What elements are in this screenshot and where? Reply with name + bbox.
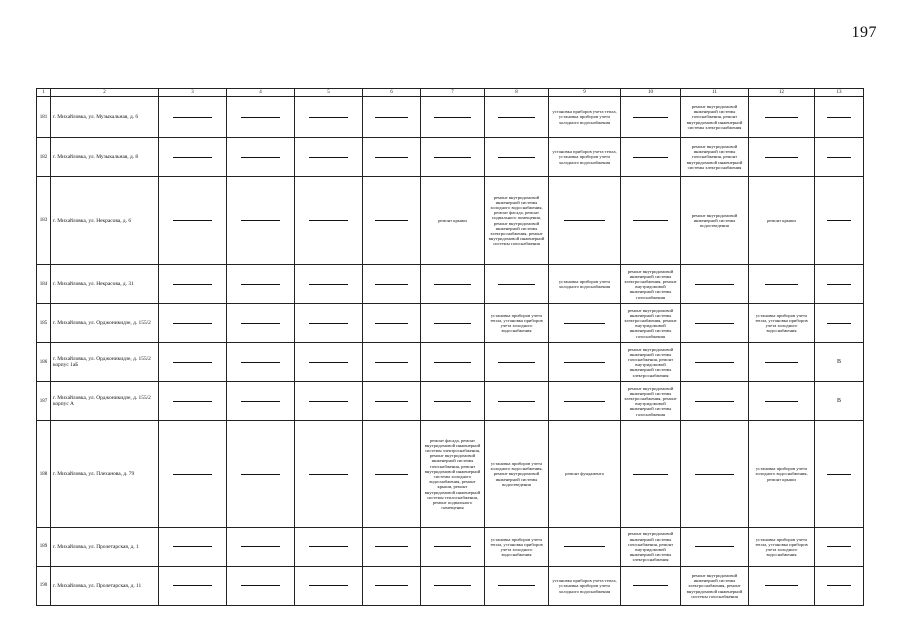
empty-dash-cell [485, 566, 549, 605]
work-description-cell: ремонт внутридомовой инженерной системы электроснабжения, ремонт внутридомовой инженерной системы газоснабжения [621, 304, 681, 343]
empty-dash-cell [681, 265, 749, 304]
empty-dash-cell [363, 304, 421, 343]
dash-mark [765, 117, 798, 118]
empty-dash-cell [227, 97, 295, 138]
dash-mark [173, 284, 212, 285]
column-number-header: 9 [549, 89, 621, 97]
empty-dash-cell [815, 304, 864, 343]
empty-dash-cell [421, 138, 485, 177]
housing-works-table [36, 88, 864, 606]
dash-mark [633, 220, 667, 221]
dash-mark [765, 157, 798, 158]
empty-dash-cell [295, 527, 363, 566]
empty-dash-cell [485, 138, 549, 177]
empty-dash-cell [227, 177, 295, 265]
table-row [37, 304, 864, 343]
row-number-cell: 183 [37, 177, 51, 265]
empty-dash-cell [159, 177, 227, 265]
dash-mark [375, 585, 408, 586]
dash-mark [827, 117, 851, 118]
work-description-cell: установка приборов учета тепла, установка приборов учета холодного водоснабжения [549, 566, 621, 605]
dash-mark [309, 474, 348, 475]
column-number-header: 10 [621, 89, 681, 97]
empty-dash-cell [227, 566, 295, 605]
dash-mark [827, 546, 851, 547]
address-cell: г. Михайловка, ул. Орджоникидзе, д. 155/2 корпус 1аБ [51, 343, 159, 382]
empty-dash-cell [227, 382, 295, 421]
empty-dash-cell [159, 304, 227, 343]
dash-mark [498, 157, 535, 158]
empty-dash-cell [421, 265, 485, 304]
address-cell: г. Михайловка, ул. Плеханова, д. 79 [51, 421, 159, 528]
dash-mark [564, 323, 606, 324]
work-description-cell: ремонт внутридомовой инженерной системы холодного водоснабжения, ремонт фасада, ремонт подвального помещения, ремонт внутридомовой инженерной системы электроснабжения, ремонт внутридомовой инженерной системы газоснабжения [485, 177, 549, 265]
address-cell: г. Михайловка, ул. Орджоникидзе, д. 155/2 корпус А [51, 382, 159, 421]
work-description-cell: ремонт крыши [421, 177, 485, 265]
dash-mark [241, 220, 280, 221]
work-description-cell: ремонт внутридомовой инженерной системы газоснабжения, ремонт внутридомовой инженерной системы электроснабжения [621, 343, 681, 382]
dash-mark [434, 401, 471, 402]
empty-dash-cell [621, 421, 681, 528]
empty-dash-cell [295, 97, 363, 138]
dash-mark [564, 401, 606, 402]
work-description-cell: ремонт внутридомовой инженерной системы водоотведения [681, 177, 749, 265]
empty-dash-cell [227, 138, 295, 177]
empty-dash-cell [159, 265, 227, 304]
work-description-cell: ремонт внутридомовой инженерной системы газоснабжения, ремонт внутридомовой инженерной системы электроснабжения [681, 97, 749, 138]
empty-dash-cell [421, 304, 485, 343]
dash-mark [695, 401, 734, 402]
work-description-cell: ремонт внутридомовой инженерной системы газоснабжения, ремонт внутридомовой инженерной системы электроснабжения [621, 527, 681, 566]
work-description-cell: ремонт внутридомовой инженерной системы электроснабжения, ремонт внутридомовой инженерной системы газоснабжения [621, 382, 681, 421]
dash-mark [564, 546, 606, 547]
empty-dash-cell [815, 566, 864, 605]
dash-mark [765, 401, 798, 402]
address-cell: г. Михайловка, ул. Музыкальная, д. 6 [51, 97, 159, 138]
row-number-cell: 187 [37, 382, 51, 421]
row-number-cell: 185 [37, 304, 51, 343]
work-description-cell: ремонт внутридомовой инженерной системы электроснабжения, ремонт внутридомовой инженерной системы газоснабжения [621, 265, 681, 304]
dash-mark [309, 284, 348, 285]
page-number: 197 [851, 24, 877, 41]
dash-mark [241, 157, 280, 158]
empty-dash-cell [549, 527, 621, 566]
empty-dash-cell [749, 382, 815, 421]
table-row [37, 343, 864, 382]
dash-mark [434, 117, 471, 118]
row-number-cell: 181 [37, 97, 51, 138]
dash-mark [564, 362, 606, 363]
column-number-header: 5 [295, 89, 363, 97]
dash-mark [173, 362, 212, 363]
dash-mark [498, 117, 535, 118]
row-number-cell: 189 [37, 527, 51, 566]
dash-mark [434, 585, 471, 586]
work-description-cell: ремонт фундамента [549, 421, 621, 528]
dash-mark [173, 401, 212, 402]
empty-dash-cell [681, 421, 749, 528]
dash-mark [309, 401, 348, 402]
empty-dash-cell [159, 421, 227, 528]
address-cell: г. Михайловка, ул. Некрасова, д. 31 [51, 265, 159, 304]
table-row [37, 177, 864, 265]
dash-mark [695, 474, 734, 475]
empty-dash-cell [363, 343, 421, 382]
dash-mark [498, 585, 535, 586]
dash-mark [695, 546, 734, 547]
empty-dash-cell [749, 566, 815, 605]
dash-mark [564, 220, 606, 221]
address-cell: г. Михайловка, ул. Некрасова, д. 6 [51, 177, 159, 265]
empty-dash-cell [227, 343, 295, 382]
table-row [37, 421, 864, 528]
empty-dash-cell [363, 265, 421, 304]
dash-mark [309, 117, 348, 118]
empty-dash-cell [421, 97, 485, 138]
empty-dash-cell [485, 265, 549, 304]
empty-dash-cell [681, 527, 749, 566]
dash-mark [375, 284, 408, 285]
column-number-header: 1 [37, 89, 51, 97]
empty-dash-cell [621, 97, 681, 138]
empty-dash-cell [621, 566, 681, 605]
dash-mark [434, 284, 471, 285]
empty-dash-cell [421, 527, 485, 566]
empty-dash-cell [815, 97, 864, 138]
empty-dash-cell [295, 304, 363, 343]
empty-dash-cell [363, 566, 421, 605]
dash-mark [375, 546, 408, 547]
address-cell: г. Михайловка, ул. Музыкальная, д. 8 [51, 138, 159, 177]
dash-mark [765, 585, 798, 586]
empty-dash-cell [815, 421, 864, 528]
work-description-cell: установка приборов учета тепла, установка приборов учета холодного водоснабжения [485, 527, 549, 566]
column-number-header: 11 [681, 89, 749, 97]
dash-mark [173, 220, 212, 221]
empty-dash-cell [749, 138, 815, 177]
dash-mark [827, 284, 851, 285]
table-row [37, 265, 864, 304]
dash-mark [375, 117, 408, 118]
dash-mark [827, 474, 851, 475]
row-number-cell: 188 [37, 421, 51, 528]
work-description-cell: ремонт внутридомовой инженерной системы газоснабжения, ремонт внутридомовой инженерной системы электроснабжения [681, 138, 749, 177]
dash-mark [241, 117, 280, 118]
empty-dash-cell [421, 343, 485, 382]
empty-dash-cell [363, 97, 421, 138]
work-description-cell: установка приборов учета холодного водоснабжения, ремонт внутридомовой инженерной системы водоотведения [485, 421, 549, 528]
work-description-cell: установка приборов учета тепла, установка приборов учета холодного водоснабжения [749, 527, 815, 566]
row-number-cell: 182 [37, 138, 51, 177]
empty-dash-cell [295, 421, 363, 528]
empty-dash-cell [295, 382, 363, 421]
empty-dash-cell [363, 421, 421, 528]
dash-mark [173, 117, 212, 118]
empty-dash-cell [295, 177, 363, 265]
dash-mark [173, 546, 212, 547]
empty-dash-cell [421, 382, 485, 421]
dash-mark [309, 157, 348, 158]
empty-dash-cell [159, 97, 227, 138]
dash-mark [375, 220, 408, 221]
empty-dash-cell [159, 138, 227, 177]
dash-mark [695, 362, 734, 363]
dash-mark [434, 157, 471, 158]
dash-mark [173, 157, 212, 158]
empty-dash-cell [621, 177, 681, 265]
dash-mark [309, 546, 348, 547]
empty-dash-cell [485, 382, 549, 421]
dash-mark [173, 585, 212, 586]
empty-dash-cell [749, 97, 815, 138]
dash-mark [695, 284, 734, 285]
mark-cell: В [815, 343, 864, 382]
row-number-cell: 184 [37, 265, 51, 304]
dash-mark [375, 362, 408, 363]
dash-mark [434, 546, 471, 547]
table-row [37, 566, 864, 605]
dash-mark [241, 474, 280, 475]
empty-dash-cell [549, 304, 621, 343]
dash-mark [765, 362, 798, 363]
dash-mark [375, 157, 408, 158]
work-description-cell: установка приборов учета холодного водоснабжения, ремонт крыши [749, 421, 815, 528]
dash-mark [309, 220, 348, 221]
dash-mark [827, 220, 851, 221]
empty-dash-cell [295, 343, 363, 382]
empty-dash-cell [421, 566, 485, 605]
empty-dash-cell [363, 527, 421, 566]
table-row [37, 382, 864, 421]
work-description-cell: ремонт фасада, ремонт внутридомовой инженерной системы электроснабжения, ремонт внутридомовой инженерной системы газоснабжения, ремонт внутридомовой инженерной системы холодного водоснабжения, ремонт крыши, ремонт внутридомовой инженерной системы теплоснабжения, ремонт подвального помещения [421, 421, 485, 528]
row-number-cell: 186 [37, 343, 51, 382]
empty-dash-cell [159, 566, 227, 605]
empty-dash-cell [681, 382, 749, 421]
empty-dash-cell [159, 382, 227, 421]
dash-mark [498, 401, 535, 402]
column-number-row [37, 89, 864, 97]
address-cell: г. Михайловка, ул. Пролетарская, д. 11 [51, 566, 159, 605]
empty-dash-cell [227, 265, 295, 304]
empty-dash-cell [749, 343, 815, 382]
empty-dash-cell [621, 138, 681, 177]
dash-mark [633, 157, 667, 158]
dash-mark [827, 585, 851, 586]
empty-dash-cell [815, 265, 864, 304]
column-number-header: 2 [51, 89, 159, 97]
dash-mark [827, 157, 851, 158]
empty-dash-cell [815, 138, 864, 177]
empty-dash-cell [363, 382, 421, 421]
dash-mark [241, 585, 280, 586]
column-number-header: 8 [485, 89, 549, 97]
table-row [37, 527, 864, 566]
dash-mark [375, 474, 408, 475]
empty-dash-cell [363, 177, 421, 265]
empty-dash-cell [485, 343, 549, 382]
empty-dash-cell [159, 527, 227, 566]
dash-mark [309, 362, 348, 363]
dash-mark [173, 323, 212, 324]
dash-mark [633, 585, 667, 586]
empty-dash-cell [227, 304, 295, 343]
work-description-cell: установка приборов учета холодного водоснабжения [549, 265, 621, 304]
dash-mark [633, 474, 667, 475]
dash-mark [633, 117, 667, 118]
dash-mark [309, 323, 348, 324]
row-number-cell: 190 [37, 566, 51, 605]
dash-mark [309, 585, 348, 586]
empty-dash-cell [295, 265, 363, 304]
dash-mark [375, 401, 408, 402]
empty-dash-cell [681, 304, 749, 343]
work-description-cell: ремонт внутридомовой инженерной системы электроснабжения, ремонт внутридомовой инженерной системы газоснабжения [681, 566, 749, 605]
dash-mark [434, 323, 471, 324]
work-description-cell: установка приборов учета тепла, установка приборов учета холодного водоснабжения [549, 138, 621, 177]
empty-dash-cell [549, 177, 621, 265]
empty-dash-cell [363, 138, 421, 177]
dash-mark [695, 323, 734, 324]
dash-mark [241, 401, 280, 402]
empty-dash-cell [815, 177, 864, 265]
column-number-header: 12 [749, 89, 815, 97]
column-number-header: 6 [363, 89, 421, 97]
empty-dash-cell [159, 343, 227, 382]
dash-mark [827, 323, 851, 324]
dash-mark [434, 362, 471, 363]
table-row [37, 138, 864, 177]
dash-mark [765, 284, 798, 285]
dash-mark [241, 546, 280, 547]
dash-mark [241, 323, 280, 324]
empty-dash-cell [749, 265, 815, 304]
dash-mark [498, 284, 535, 285]
column-number-header: 7 [421, 89, 485, 97]
empty-dash-cell [295, 138, 363, 177]
empty-dash-cell [549, 343, 621, 382]
work-description-cell: установка приборов учета тепла, установка приборов учета холодного водоснабжения [749, 304, 815, 343]
empty-dash-cell [227, 527, 295, 566]
table-row [37, 97, 864, 138]
empty-dash-cell [295, 566, 363, 605]
mark-cell: В [815, 382, 864, 421]
column-number-header: 13 [815, 89, 864, 97]
empty-dash-cell [549, 382, 621, 421]
dash-mark [173, 474, 212, 475]
dash-mark [375, 323, 408, 324]
work-description-cell: ремонт крыши [749, 177, 815, 265]
column-number-header: 4 [227, 89, 295, 97]
dash-mark [498, 362, 535, 363]
column-number-header: 3 [159, 89, 227, 97]
address-cell: г. Михайловка, ул. Пролетарская, д. 1 [51, 527, 159, 566]
empty-dash-cell [681, 343, 749, 382]
dash-mark [241, 284, 280, 285]
empty-dash-cell [815, 527, 864, 566]
empty-dash-cell [227, 421, 295, 528]
address-cell: г. Михайловка, ул. Орджоникидзе, д. 155/2 [51, 304, 159, 343]
dash-mark [241, 362, 280, 363]
work-description-cell: установка приборов учета тепла, установка приборов учета холодного водоснабжения [549, 97, 621, 138]
work-description-cell: установка приборов учета тепла, установка приборов учета холодного водоснабжения [485, 304, 549, 343]
empty-dash-cell [485, 97, 549, 138]
